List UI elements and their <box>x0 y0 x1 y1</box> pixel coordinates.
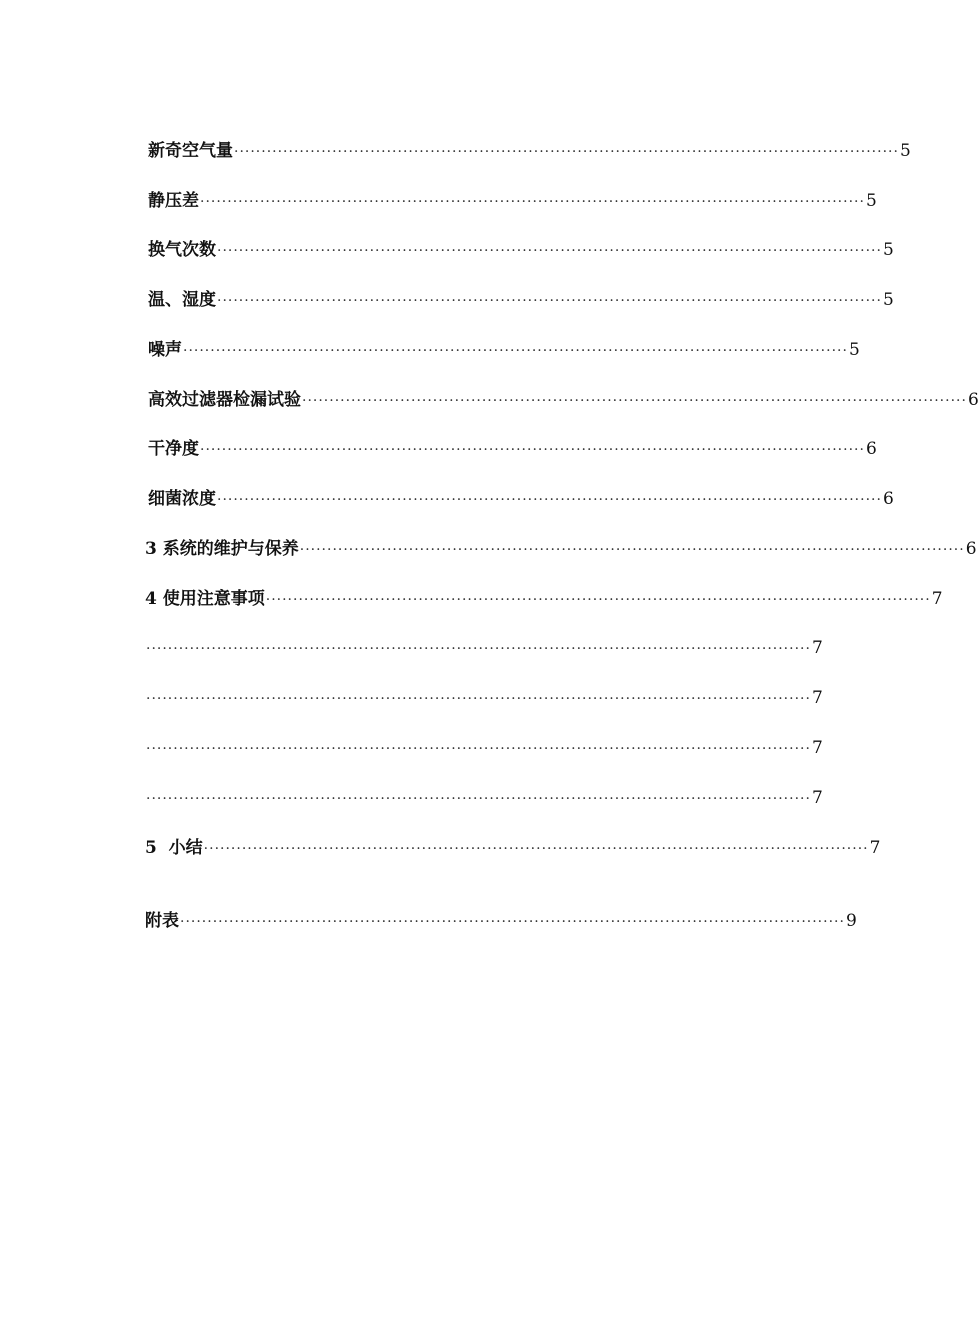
toc-entry-page: 7 <box>931 589 943 609</box>
toc-leader-dots: ·························································································································· <box>146 741 811 757</box>
toc-entry-title: 5 小结 <box>145 838 203 858</box>
toc-entry-title: 静压差 <box>148 191 199 211</box>
toc-entry-page: 7 <box>811 788 823 808</box>
toc-entry[interactable] <box>148 189 877 213</box>
toc-entry-page: 9 <box>845 911 857 931</box>
toc-leader-dots: ·························································································································· <box>180 914 845 930</box>
toc-entry-page: 5 <box>899 141 911 161</box>
toc-entry[interactable] <box>145 786 823 810</box>
toc-entry-page: 5 <box>882 290 894 310</box>
toc-leader-dots: ·························································································································· <box>234 144 899 160</box>
toc-entry-page: 6 <box>965 539 977 559</box>
toc-leader-dots: ·························································································································· <box>200 194 865 210</box>
toc-leader-dots: ·························································································································· <box>265 592 931 608</box>
toc-entry[interactable] <box>145 909 857 933</box>
toc-entry-page: 5 <box>882 240 894 260</box>
toc-entry[interactable] <box>148 288 894 312</box>
toc-entry[interactable] <box>148 437 877 461</box>
toc-entry-title: 新奇空气量 <box>148 141 233 161</box>
toc-entry-title: 3 系统的维护与保养 <box>145 539 299 559</box>
toc-entry[interactable] <box>145 537 977 561</box>
toc-entry-page: 7 <box>869 838 881 858</box>
toc-entry-page: 7 <box>811 688 823 708</box>
toc-entry-page: 7 <box>811 638 823 658</box>
toc-entry-title: 温、湿度 <box>148 290 216 310</box>
toc-entry-page: 6 <box>967 390 979 410</box>
toc-entry-page: 7 <box>811 738 823 758</box>
toc-leader-dots: ·························································································································· <box>183 343 848 359</box>
toc-entry-page: 5 <box>865 191 877 211</box>
toc-leader-dots: ·························································································································· <box>217 293 882 309</box>
toc-entry[interactable] <box>145 686 823 710</box>
toc-entry-title: 噪声 <box>148 340 182 360</box>
toc-entry[interactable] <box>148 388 979 412</box>
toc-leader-dots: ·························································································································· <box>217 492 882 508</box>
toc-entry[interactable] <box>148 487 894 511</box>
toc-entry[interactable] <box>145 736 823 760</box>
toc-entry-title: 细菌浓度 <box>148 489 216 509</box>
toc-entry-title: 4 使用注意事项 <box>145 589 265 609</box>
toc-leader-dots: ·························································································································· <box>200 442 865 458</box>
toc-entry-title: 附表 <box>145 911 179 931</box>
toc-entry-page: 6 <box>882 489 894 509</box>
toc-entry[interactable] <box>145 836 881 860</box>
toc-entry-title: 高效过滤器检漏试验 <box>148 390 301 410</box>
toc-entry[interactable] <box>145 587 943 611</box>
toc-entry[interactable] <box>148 338 860 362</box>
toc-entry-title: 换气次数 <box>148 240 216 260</box>
toc-leader-dots: ·························································································································· <box>299 542 965 558</box>
toc-entry[interactable] <box>148 139 911 163</box>
toc-entry-page: 5 <box>848 340 860 360</box>
toc-leader-dots: ·························································································································· <box>203 841 869 857</box>
toc-leader-dots: ·························································································································· <box>146 791 811 807</box>
toc-entry-page: 6 <box>865 439 877 459</box>
toc-leader-dots: ·························································································································· <box>146 691 811 707</box>
toc-leader-dots: ·························································································································· <box>302 393 967 409</box>
toc-entry[interactable] <box>148 238 894 262</box>
toc-leader-dots: ·························································································································· <box>217 243 882 259</box>
toc-entry[interactable] <box>145 636 823 660</box>
toc-leader-dots: ·························································································································· <box>146 641 811 657</box>
toc-entry-title: 干净度 <box>148 439 199 459</box>
